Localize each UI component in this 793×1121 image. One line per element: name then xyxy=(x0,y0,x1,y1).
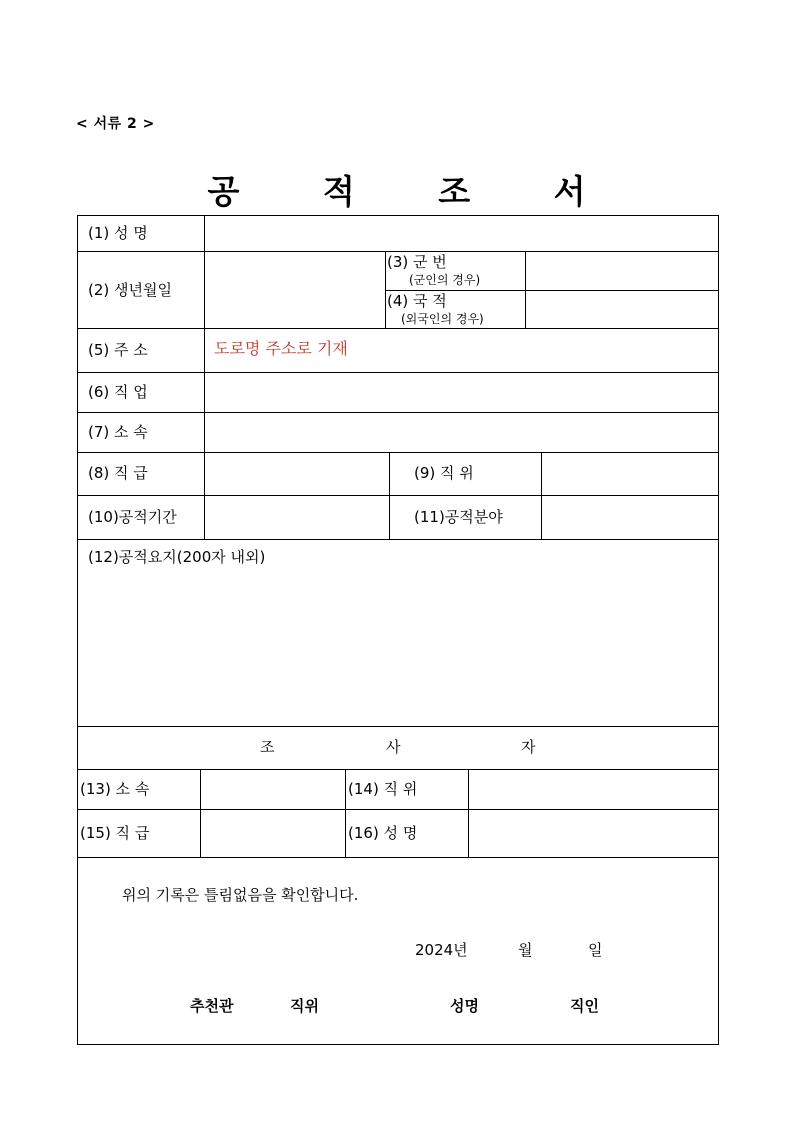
label-rank: (8) 직 급 xyxy=(88,464,148,482)
label-nationality: (4) 국 적 xyxy=(387,292,447,310)
label-period: (10)공적기간 xyxy=(88,508,177,526)
row-divider xyxy=(77,495,719,496)
title-char-4: 서 xyxy=(553,172,586,211)
row-divider xyxy=(77,372,719,373)
investigator-header-3: 자 xyxy=(521,738,536,756)
label-nationality-note: (외국인의 경우) xyxy=(401,312,484,326)
form-table xyxy=(77,215,719,1045)
column-divider xyxy=(204,215,205,539)
row-divider xyxy=(77,328,719,329)
label-name: (1) 성 명 xyxy=(88,224,148,242)
row-divider xyxy=(77,857,719,858)
label-service-number: (3) 군 번 xyxy=(387,253,447,271)
row-divider xyxy=(77,452,719,453)
label-field: (11)공적분야 xyxy=(414,508,503,526)
label-service-number-note: (군인의 경우) xyxy=(409,273,481,287)
column-divider xyxy=(200,769,201,857)
row-divider xyxy=(77,539,719,540)
label-occupation: (6) 직 업 xyxy=(88,383,148,401)
date-year: 2024년 xyxy=(415,941,468,959)
column-divider xyxy=(385,251,386,328)
row-divider xyxy=(77,412,719,413)
date-day: 일 xyxy=(588,941,603,959)
investigator-header-1: 조 xyxy=(260,738,275,756)
recommender-name-label: 성명 xyxy=(450,997,479,1015)
seal-label: 직인 xyxy=(570,997,599,1015)
label-investigator-position: (14) 직 위 xyxy=(348,780,418,798)
address-value: 도로명 주소로 기재 xyxy=(214,339,348,358)
date-month: 월 xyxy=(518,941,533,959)
recommender-label: 추천관 xyxy=(190,997,234,1015)
document-label: < 서류 2 > xyxy=(76,116,155,132)
investigator-header-2: 사 xyxy=(386,738,401,756)
row-divider xyxy=(77,726,719,727)
title-char-1: 공 xyxy=(207,172,240,211)
label-investigator-rank: (15) 직 급 xyxy=(80,824,150,842)
row-divider xyxy=(77,809,719,810)
column-divider xyxy=(345,769,346,857)
label-investigator-affiliation: (13) 소 속 xyxy=(80,780,150,798)
column-divider xyxy=(389,452,390,539)
label-affiliation: (7) 소 속 xyxy=(88,423,148,441)
title-char-2: 적 xyxy=(322,172,355,211)
recommender-position-label: 직위 xyxy=(290,997,319,1015)
label-birthdate: (2) 생년월일 xyxy=(88,281,172,299)
row-divider xyxy=(385,290,719,291)
column-divider xyxy=(525,251,526,328)
label-investigator-name: (16) 성 명 xyxy=(348,824,418,842)
label-position: (9) 직 위 xyxy=(414,464,474,482)
row-divider xyxy=(77,251,719,252)
label-summary: (12)공적요지(200자 내외) xyxy=(88,548,266,566)
title-char-3: 조 xyxy=(438,172,471,211)
row-divider xyxy=(77,769,719,770)
column-divider xyxy=(468,769,469,857)
page-title xyxy=(0,166,793,213)
label-address: (5) 주 소 xyxy=(88,341,148,359)
column-divider xyxy=(541,452,542,539)
confirmation-statement: 위의 기록은 틀림없음을 확인합니다. xyxy=(122,886,359,904)
